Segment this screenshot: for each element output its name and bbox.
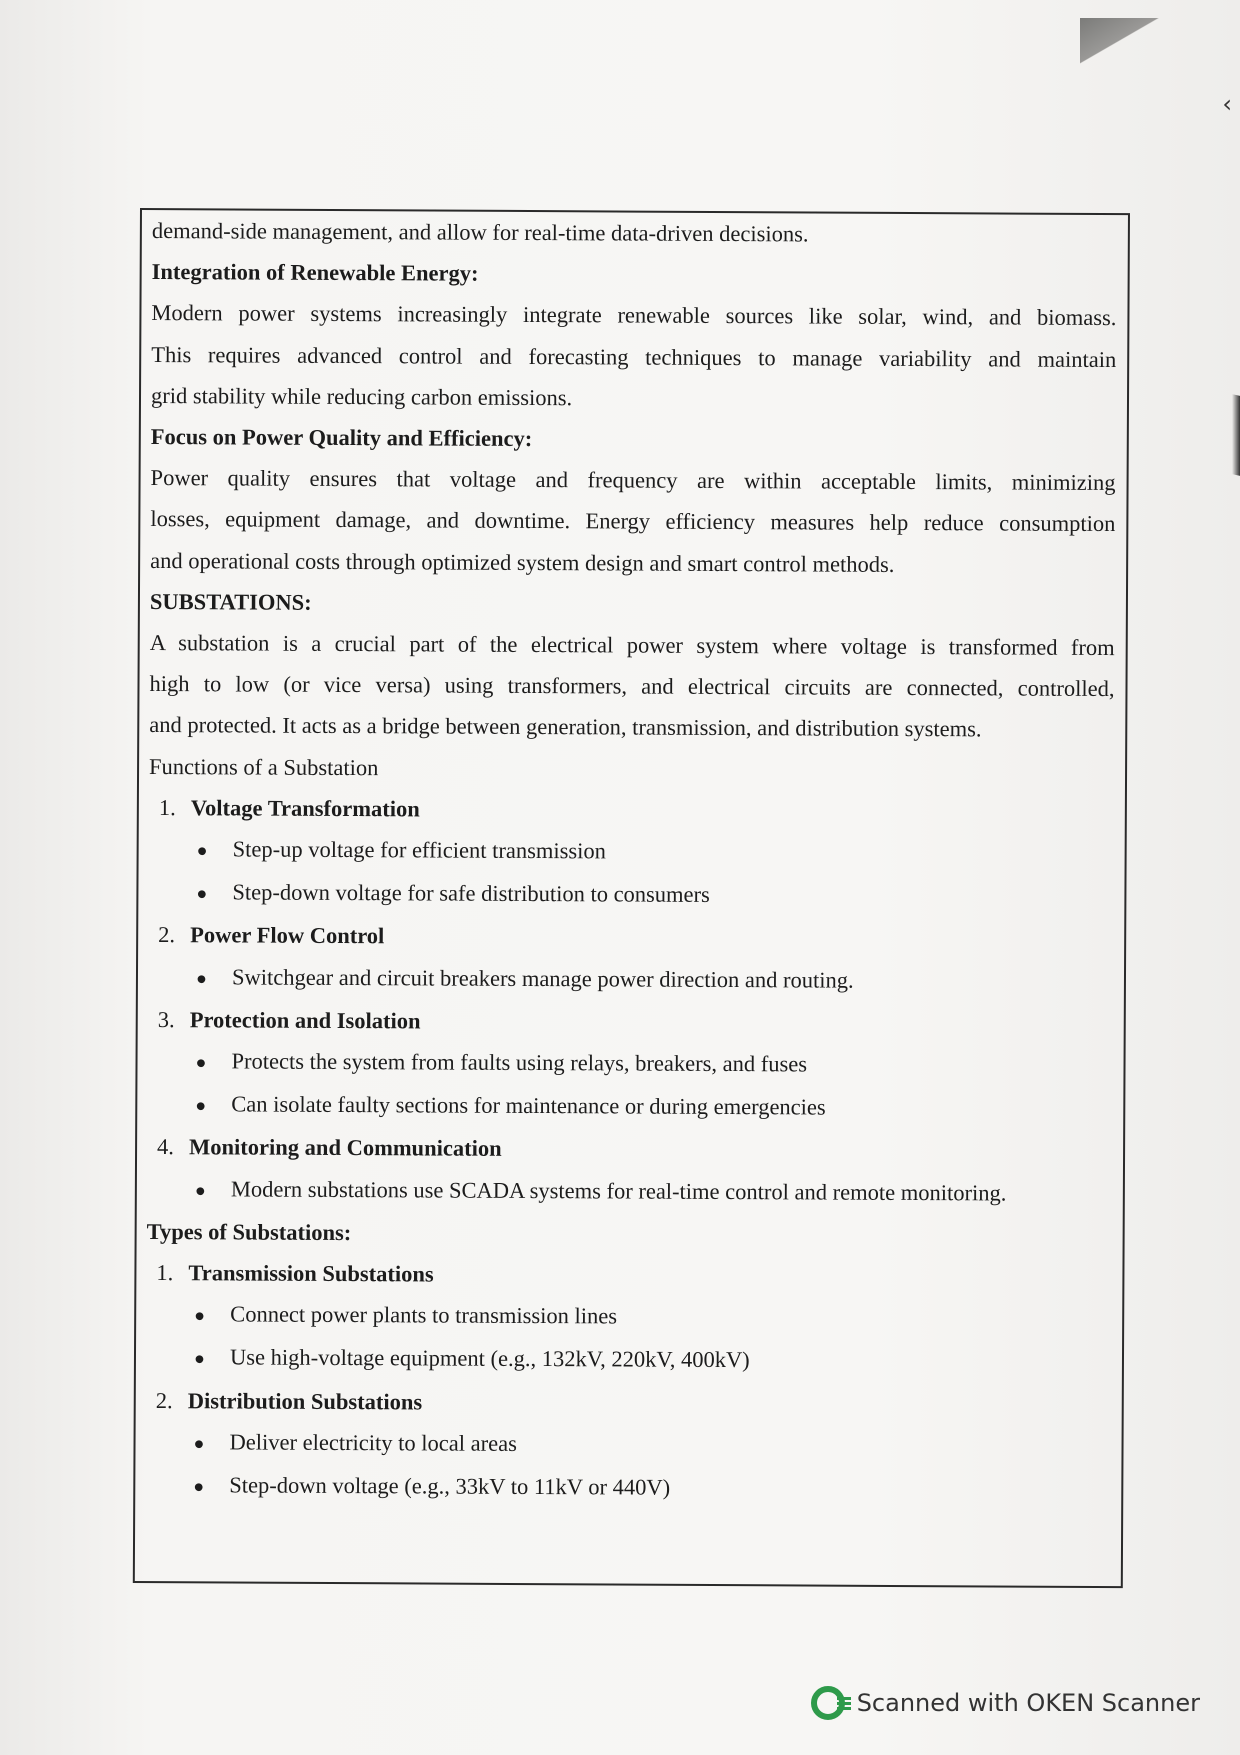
bullet-item [148,956,1113,1004]
document-body [145,210,1117,1512]
bullet-text: Protects the system from faults using relays, breakers, and fuses [231,1048,808,1077]
bullet-item [148,871,1113,919]
paragraph-line: and operational costs through optimized system design and smart control methods. [150,547,895,577]
numbered-item [146,1380,1111,1426]
edge-shadow-mark [1232,394,1240,476]
bullet-text: Deliver electricity to local areas [229,1429,517,1456]
item-label: Protection and Isolation [189,1007,421,1034]
bullet-icon: ● [195,967,207,988]
section-heading: Focus on Power Quality and Efficiency: [150,424,533,452]
page-corner-shadow [1080,18,1170,78]
item-label: Distribution Substations [187,1387,423,1415]
edge-chevron-mark: ‹ [1222,90,1232,118]
bullet-icon: ● [195,1052,207,1073]
bullet-icon: ● [194,1305,206,1326]
bullet-text: Can isolate faulty sections for maintenance or during emergencies [231,1091,826,1120]
bullet-item [145,1421,1110,1469]
section-heading: Types of Substations: [146,1218,352,1245]
section-heading: Integration of Renewable Energy: [151,259,479,286]
item-number: 1. [156,1260,174,1286]
scanner-text: Scanned with OKEN Scanner [856,1689,1200,1717]
bullet-item [147,1168,1112,1216]
paragraph-line: Power quality ensures that voltage and frequency are within acceptable limits, minimizing [150,465,1116,496]
bullet-icon: ● [196,840,208,861]
paragraph-line: A substation is a crucial part of the electrical power system where voltage is transformed from [149,630,1115,661]
bullet-icon: ● [195,1095,207,1116]
numbered-item [149,787,1114,833]
item-label: Transmission Substations [188,1260,434,1287]
bullet-icon: ● [193,1348,205,1369]
item-label: Voltage Transformation [190,795,420,822]
bullet-item [147,1040,1112,1088]
item-number: 1. [158,794,176,820]
item-number: 2. [155,1387,173,1413]
paragraph-line: demand-side management, and allow for real-time data-driven decisions. [151,217,809,247]
bullet-text: Step-down voltage (e.g., 33kV to 11kV or 440V) [229,1472,671,1500]
numbered-item [147,1126,1112,1172]
item-label: Monitoring and Communication [189,1134,502,1162]
scanner-watermark [811,1683,1200,1723]
paragraph-line: grid stability while reducing carbon emissions. [150,382,573,411]
bullet-text: Connect power plants to transmission lines [230,1301,618,1329]
numbered-item [148,914,1113,960]
item-number: 4. [157,1134,175,1160]
item-number: 2. [158,922,176,948]
paragraph-line: This requires advanced control and forecasting techniques to manage variability and maintain [151,341,1117,372]
bullet-icon: ● [193,1476,205,1497]
paragraph-line: high to low (or vice versa) using transformers, and electrical circuits are connected, controlled, [149,671,1115,702]
numbered-item [146,1252,1111,1298]
oken-scanner-logo-icon [811,1686,845,1720]
bullet-text: Use high-voltage equipment (e.g., 132kV, 220kV, 400kV) [229,1344,750,1373]
paragraph-line: Modern power systems increasingly integrate renewable sources like solar, wind, and biomass. [151,300,1117,331]
bullet-text: Step-up voltage for efficient transmission [232,836,606,864]
bullet-item [146,1293,1111,1341]
paragraph-line: and protected. It acts as a bridge between generation, transmission, and distribution systems. [149,712,982,742]
paragraph-line: Functions of a Substation [149,753,379,780]
numbered-item [148,999,1113,1045]
bullet-text: Modern substations use SCADA systems for real-time control and remote monitoring. [230,1176,1007,1206]
item-label: Power Flow Control [190,922,385,949]
bullet-text: Switchgear and circuit breakers manage power direction and routing. [231,964,854,993]
bullet-icon: ● [194,1179,206,1200]
paragraph-line: losses, equipment damage, and downtime. Energy efficiency measures help reduce consumption [150,506,1116,537]
bullet-icon: ● [193,1433,205,1454]
bullet-icon: ● [196,883,208,904]
bullet-item [147,1083,1112,1131]
item-number: 3. [157,1006,175,1032]
section-heading: SUBSTATIONS: [149,588,312,615]
bullet-item [149,828,1114,876]
bullet-item [145,1464,1110,1512]
bullet-text: Step-down voltage for safe distribution to consumers [232,879,710,908]
bullet-item [146,1336,1111,1384]
